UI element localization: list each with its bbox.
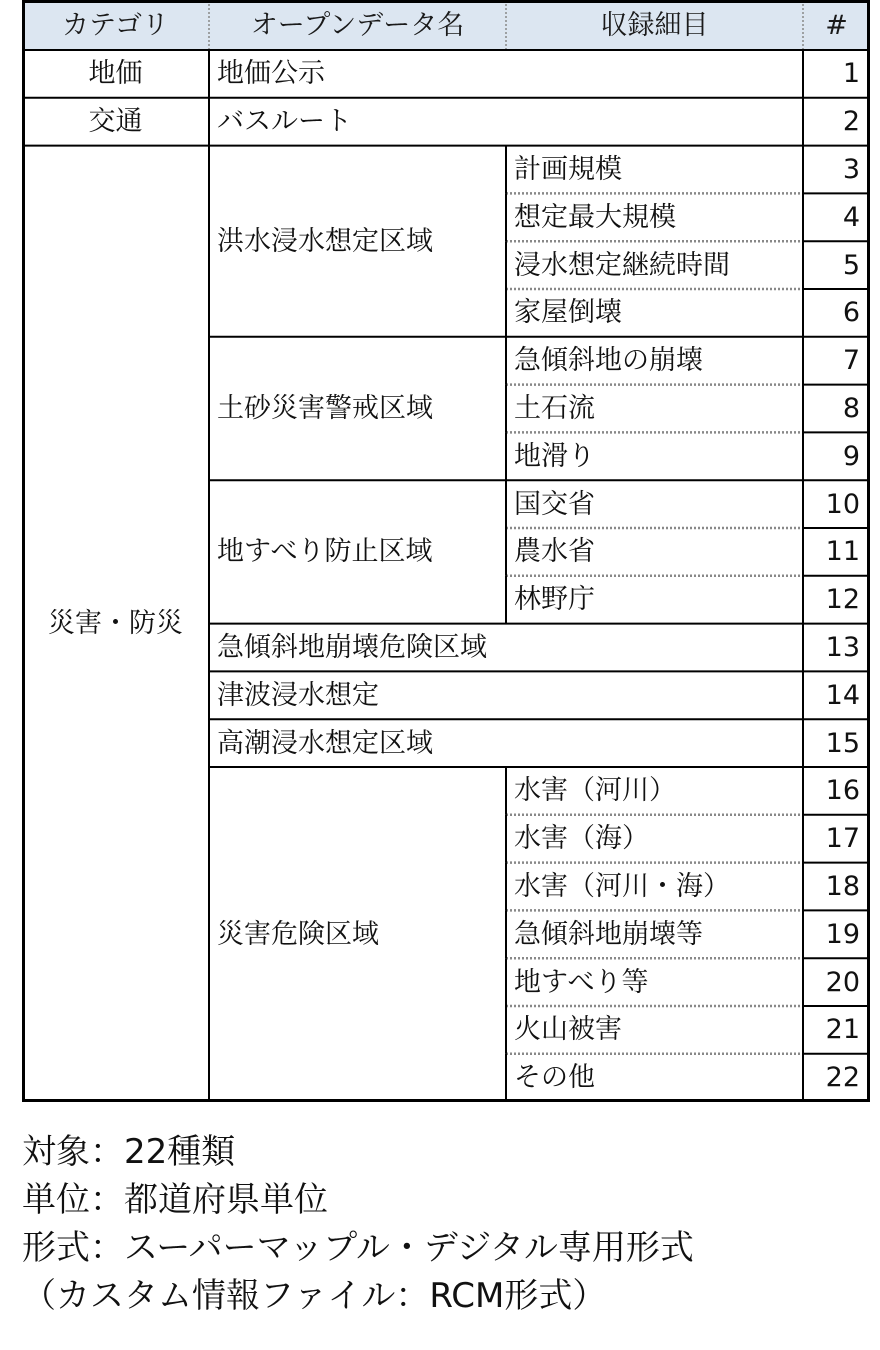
dataset-cell: 地価公示 — [217, 58, 325, 90]
header-number: # — [825, 9, 848, 41]
dataset-cell: 津波浸水想定 — [217, 679, 379, 711]
detail-cell: 農水省 — [514, 536, 595, 568]
note-unit: 単位：都道府県単位 — [22, 1180, 328, 1220]
row-number: 3 — [842, 153, 860, 185]
category-cell: 交通 — [88, 106, 143, 138]
detail-cell: 浸水想定継続時間 — [514, 249, 730, 281]
row-number: 18 — [825, 870, 860, 902]
row-number: 7 — [842, 345, 860, 377]
dataset-cell: バスルート — [217, 106, 352, 138]
detail-cell: 水害（河川・海） — [514, 870, 730, 902]
row-number: 9 — [842, 440, 860, 472]
row-number: 10 — [825, 488, 860, 520]
row-number: 22 — [825, 1062, 860, 1094]
detail-cell: 計画規模 — [514, 153, 622, 185]
row-number: 2 — [842, 106, 860, 138]
dataset-cell: 急傾斜地崩壊危険区域 — [217, 631, 487, 663]
detail-cell: 想定最大規模 — [514, 201, 676, 233]
detail-cell: 急傾斜地崩壊等 — [514, 918, 703, 950]
header-dataset: オープンデータ名 — [250, 9, 465, 41]
header-category: カテゴリ — [62, 9, 169, 41]
detail-cell: 地滑り — [514, 440, 595, 472]
detail-cell: 地すべり等 — [514, 966, 649, 998]
detail-cell: 水害（河川） — [514, 775, 676, 807]
detail-cell: その他 — [514, 1062, 595, 1094]
row-number: 15 — [825, 727, 860, 759]
detail-cell: 土石流 — [514, 392, 595, 424]
row-number: 1 — [842, 58, 860, 90]
row-number: 4 — [842, 201, 860, 233]
dataset-cell: 地すべり防止区域 — [217, 536, 433, 568]
detail-cell: 家屋倒壊 — [514, 297, 622, 329]
row-number: 16 — [825, 775, 860, 807]
row-number: 19 — [825, 918, 860, 950]
dataset-cell: 災害危険区域 — [217, 918, 379, 950]
detail-cell: 急傾斜地の崩壊 — [514, 345, 703, 377]
detail-cell: 林野庁 — [514, 584, 595, 616]
row-number: 20 — [825, 966, 860, 998]
note-target: 対象：22種類 — [22, 1132, 236, 1172]
row-number: 17 — [825, 823, 860, 855]
row-number: 6 — [842, 297, 860, 329]
table-notes — [22, 1128, 694, 1320]
row-number: 13 — [825, 631, 860, 663]
open-data-table — [22, 0, 870, 1102]
dataset-cell: 土砂災害警戒区域 — [217, 392, 433, 424]
row-number: 11 — [825, 536, 860, 568]
row-number: 12 — [825, 584, 860, 616]
row-number: 5 — [842, 249, 860, 281]
dataset-cell: 洪水浸水想定区域 — [217, 225, 433, 257]
note-format-detail: （カスタム情報ファイル：RCM形式） — [22, 1276, 607, 1316]
category-cell: 地価 — [88, 58, 143, 90]
detail-cell: 火山被害 — [514, 1014, 622, 1046]
row-number: 21 — [825, 1014, 860, 1046]
dataset-cell: 高潮浸水想定区域 — [217, 727, 433, 759]
row-number: 8 — [842, 392, 860, 424]
row-number: 14 — [825, 679, 860, 711]
detail-cell: 国交省 — [514, 488, 595, 520]
detail-cell: 水害（海） — [514, 823, 649, 855]
header-detail: 収録細目 — [600, 9, 709, 41]
category-cell: 災害・防災 — [48, 608, 183, 640]
note-format: 形式：スーパーマップル・デジタル専用形式 — [22, 1228, 694, 1268]
